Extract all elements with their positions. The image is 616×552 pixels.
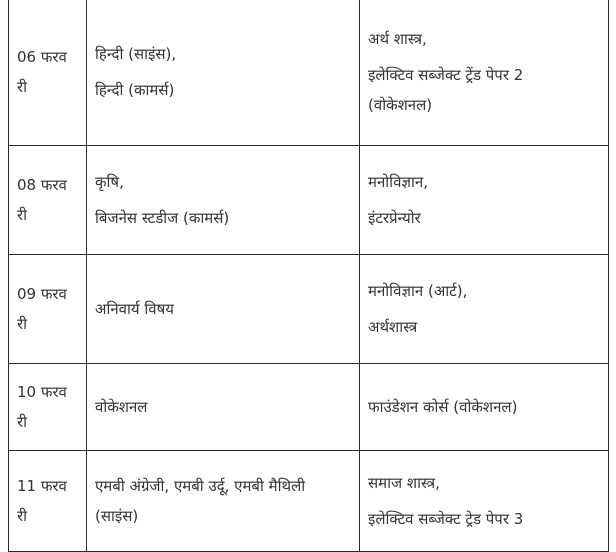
subject-text: इंटरप्रेन्योर <box>368 209 421 227</box>
subject-cell-1 <box>87 451 360 552</box>
table-row <box>9 0 609 146</box>
subject-cell-2 <box>360 451 609 552</box>
subject-text: अनिवार्य विषय <box>95 300 174 318</box>
subject-text: इलेक्टिव सब्जेक्ट ट्रेड पेपर 3 <box>368 510 524 528</box>
subject-cell-2 <box>360 255 609 364</box>
date-text: री <box>17 206 28 224</box>
subject-text: अर्थ शास्त्र, <box>368 30 427 48</box>
exam-schedule-table <box>8 0 609 552</box>
date-text: 06 फरव <box>17 48 67 66</box>
subject-text: अर्थशास्त्र <box>368 318 418 336</box>
subject-text: समाज शास्त्र, <box>368 474 440 492</box>
date-cell <box>9 255 87 364</box>
subject-text: हिन्दी (साइंस), <box>95 45 177 63</box>
table-row <box>9 364 609 451</box>
date-text: री <box>17 413 28 431</box>
subject-cell-1 <box>87 255 360 364</box>
date-cell <box>9 0 87 146</box>
table-row <box>9 255 609 364</box>
subject-text: बिजनेस स्टडीज (कामर्स) <box>95 209 230 227</box>
date-text: री <box>17 78 28 96</box>
subject-cell-1 <box>87 0 360 146</box>
subject-cell-2 <box>360 0 609 146</box>
subject-text: इलेक्टिव सब्जेक्ट ट्रेंड पेपर 2 <box>368 66 524 84</box>
date-cell <box>9 451 87 552</box>
subject-text: एमबी अंग्रेजी, एमबी उर्दू, एमबी मैथिली <box>95 477 306 495</box>
date-text: री <box>17 507 28 525</box>
table-row <box>9 451 609 552</box>
date-cell <box>9 146 87 255</box>
subject-cell-2 <box>360 364 609 451</box>
subject-text: फाउंडेशन कोर्स (वोकेशनल) <box>368 398 518 416</box>
subject-text: (साइंस) <box>95 507 139 525</box>
subject-text: मनोविज्ञान (आर्ट), <box>368 282 468 300</box>
subject-cell-1 <box>87 146 360 255</box>
subject-cell-1 <box>87 364 360 451</box>
subject-text: मनोविज्ञान, <box>368 173 428 191</box>
subject-text: (वोकेशनल) <box>368 96 433 114</box>
date-text: 10 फरव <box>17 383 67 401</box>
table-row <box>9 146 609 255</box>
date-text: 09 फरव <box>17 285 67 303</box>
date-text: 08 फरव <box>17 176 67 194</box>
subject-text: वोकेशनल <box>95 398 148 416</box>
date-text: री <box>17 315 28 333</box>
subject-text: हिन्दी (कामर्स) <box>95 81 175 99</box>
subject-cell-2 <box>360 146 609 255</box>
date-text: 11 फरव <box>17 477 67 495</box>
subject-text: कृषि, <box>95 173 124 191</box>
date-cell <box>9 364 87 451</box>
